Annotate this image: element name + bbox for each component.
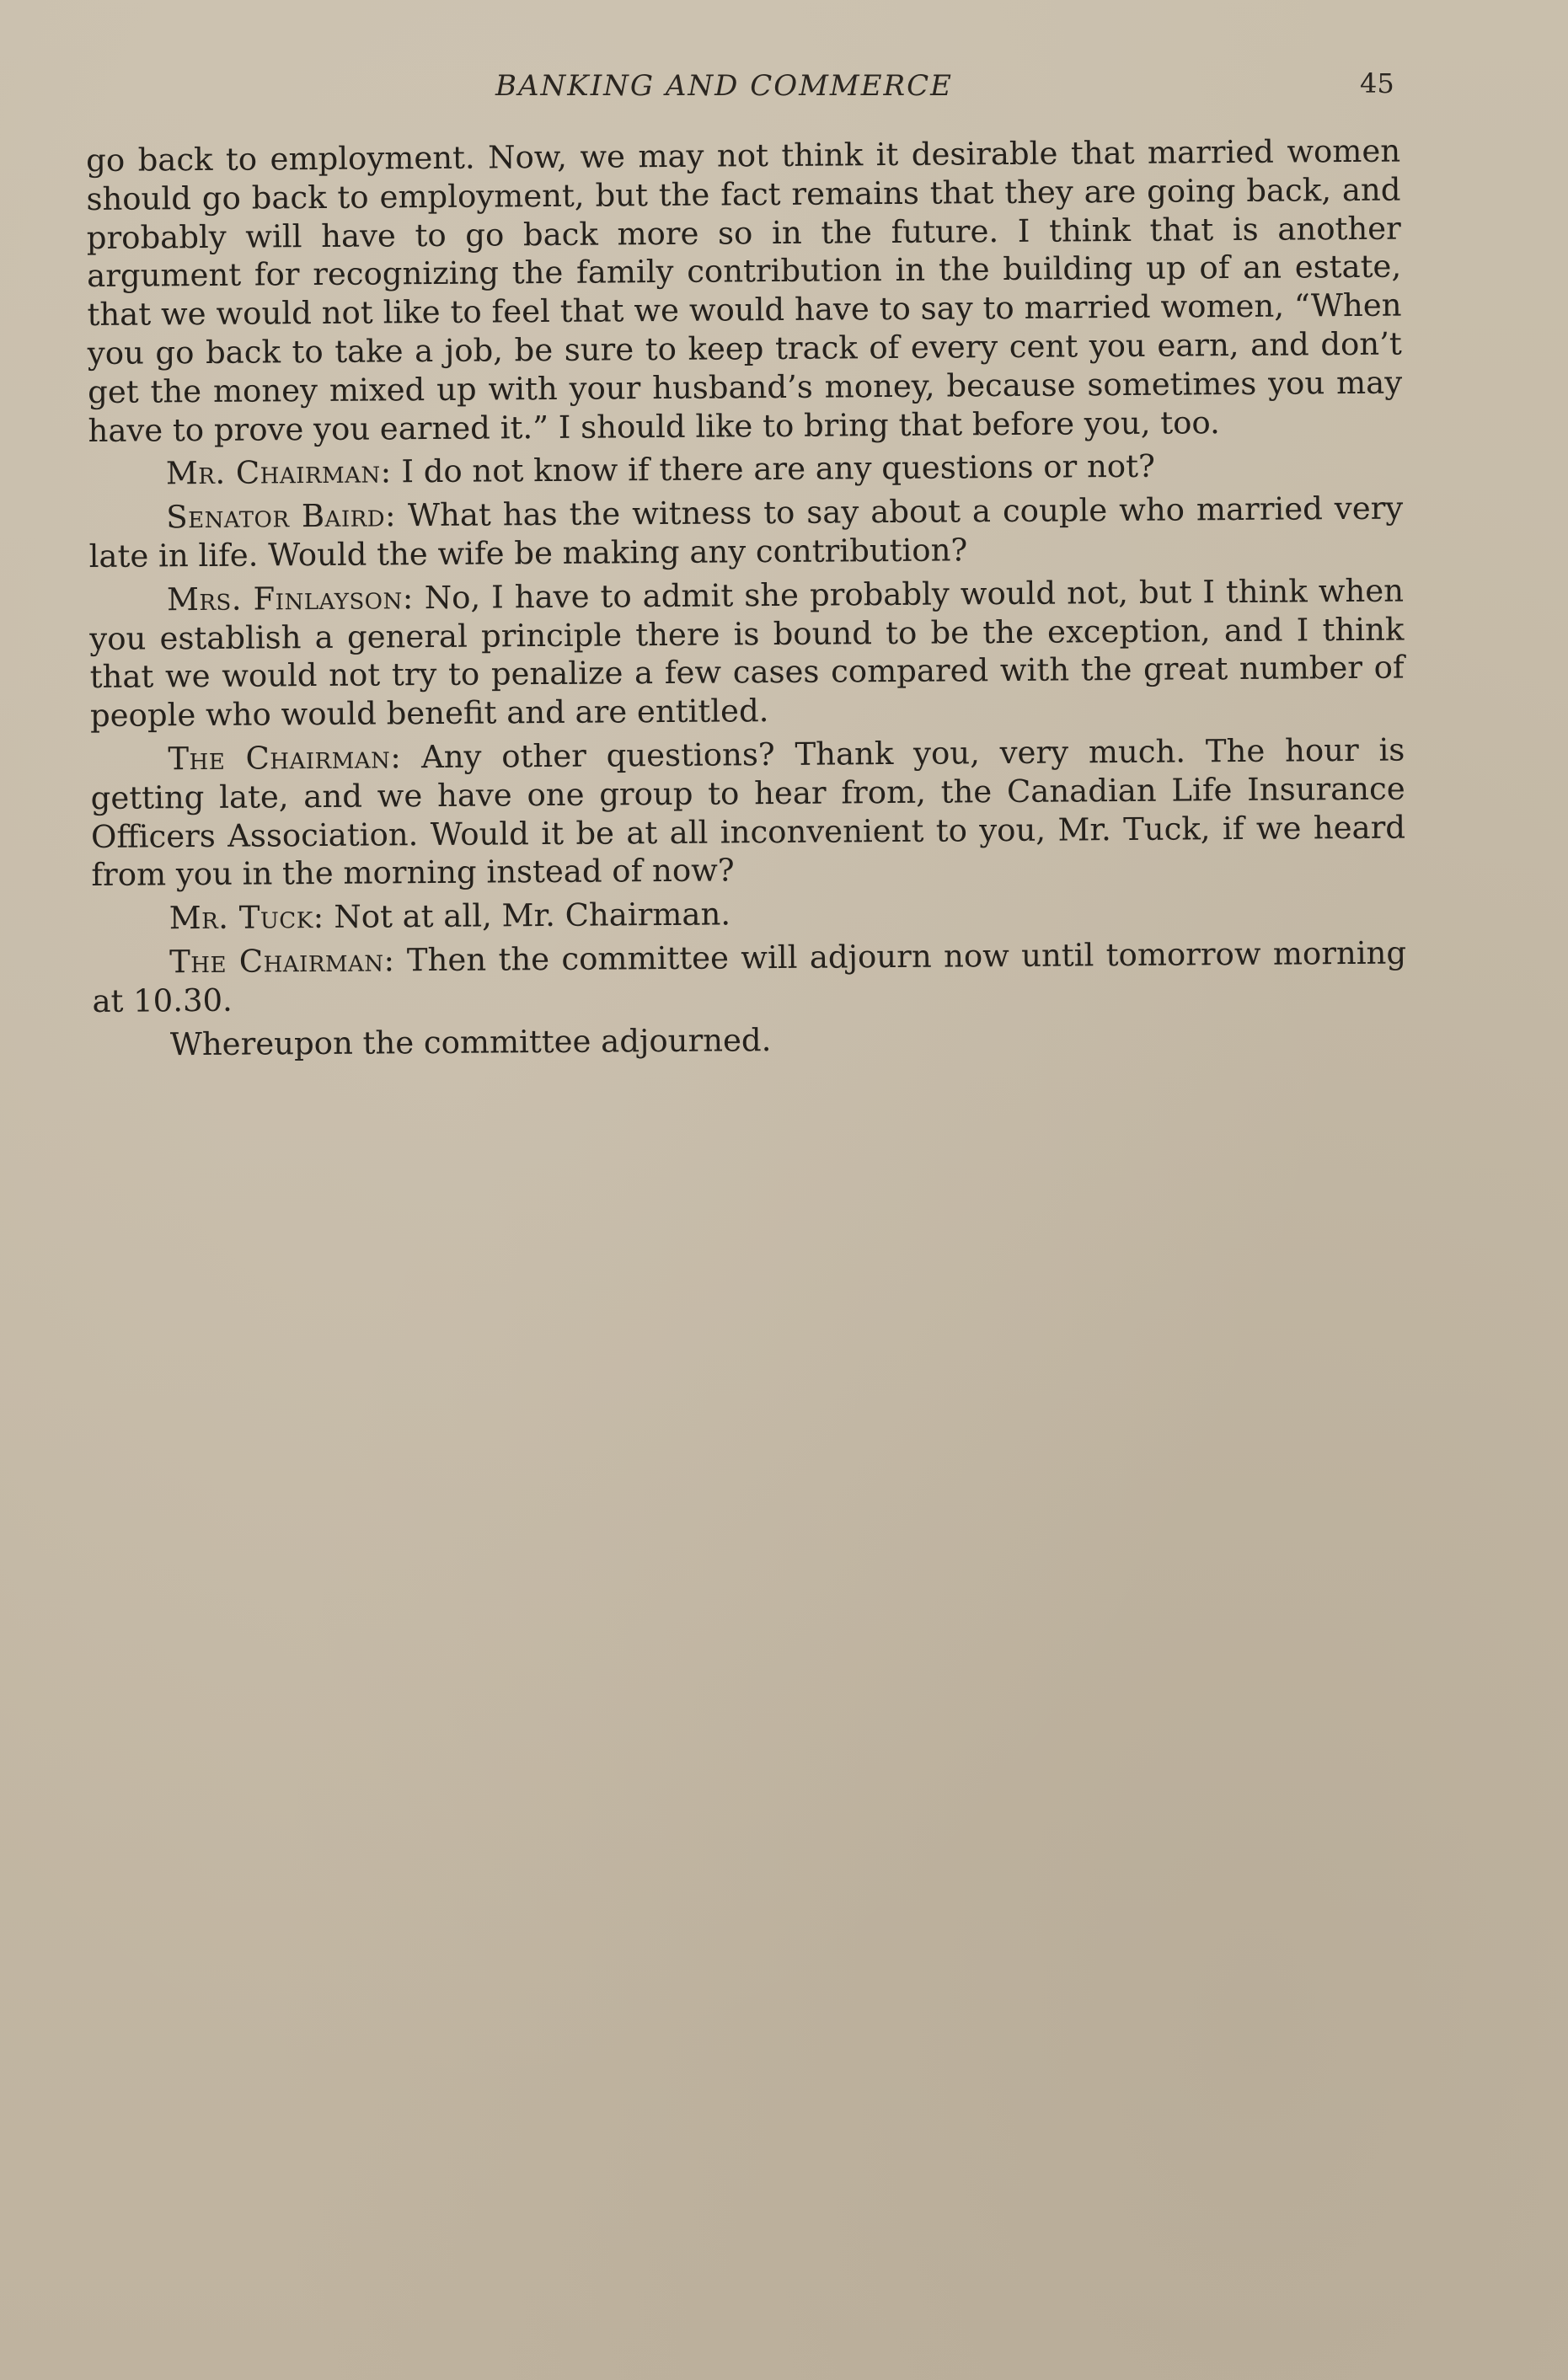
speaker-name: Mr. Chairman: bbox=[165, 453, 392, 492]
continuation-paragraph: go back to employment. Now, we may not think it desirable that married women should go back to employment, but the fact remains that they are going back, and probably will have to go back more so in the future. I think that is another argument for recognizing the family contribution in the building up of an estate, that we would not like to feel that we would have to say to married women, “When you go back to take a job, be sure to keep track of every cent you earn, and don’t get the money mixed up with your husband’s money, because sometimes you may have to prove you earned it.” I should like to bring that before you, too. bbox=[86, 132, 1403, 449]
speech-text: What has the witness to say about a couple who married very late in life. Would the wife be making any contribution? bbox=[88, 489, 1404, 575]
exchange-paragraph bbox=[92, 890, 1406, 939]
speech-text: Then the committee will adjourn now until tomorrow morning at 10.30. bbox=[92, 934, 1407, 1019]
running-head bbox=[0, 67, 1568, 110]
running-title: BANKING AND COMMERCE bbox=[495, 69, 953, 103]
speaker-name: Mr. Tuck: bbox=[169, 899, 324, 937]
speaker-name: The Chairman: bbox=[168, 739, 402, 778]
speech-text: I do not know if there are any questions or not? bbox=[401, 448, 1155, 490]
speech-text: Not at all, Mr. Chairman. bbox=[334, 896, 731, 936]
page-number: 45 bbox=[1360, 67, 1394, 99]
body-text bbox=[86, 132, 1407, 1070]
speaker-name: Senator Baird: bbox=[166, 497, 397, 536]
exchange-paragraph bbox=[88, 446, 1403, 494]
closing-paragraph: Whereupon the committee adjourned. bbox=[169, 1021, 772, 1062]
speech-text: Any other questions? Thank you, very much. The hour is getting late, and we have one group to hear from, the Canadian Life Insurance Officers Association. Would it be at all inconvenient to you, Mr. Tuck, if we heard from you in the morning instead of now? bbox=[90, 731, 1406, 894]
speaker-name: The Chairman: bbox=[169, 942, 395, 981]
exchange-paragraph bbox=[89, 571, 1405, 735]
speech-text: No, I have to admit she probably would not, but I think when you establish a general principle there is bound to be the exception, and I think that we would not try to penalize a few cases compared with the great number of people who would benefit and are entitled. bbox=[89, 572, 1405, 735]
exchange-paragraph bbox=[88, 489, 1404, 576]
exchange-paragraph bbox=[92, 933, 1407, 1020]
speaker-name: Mrs. Finlayson: bbox=[166, 579, 414, 618]
exchange-paragraph bbox=[90, 730, 1405, 895]
